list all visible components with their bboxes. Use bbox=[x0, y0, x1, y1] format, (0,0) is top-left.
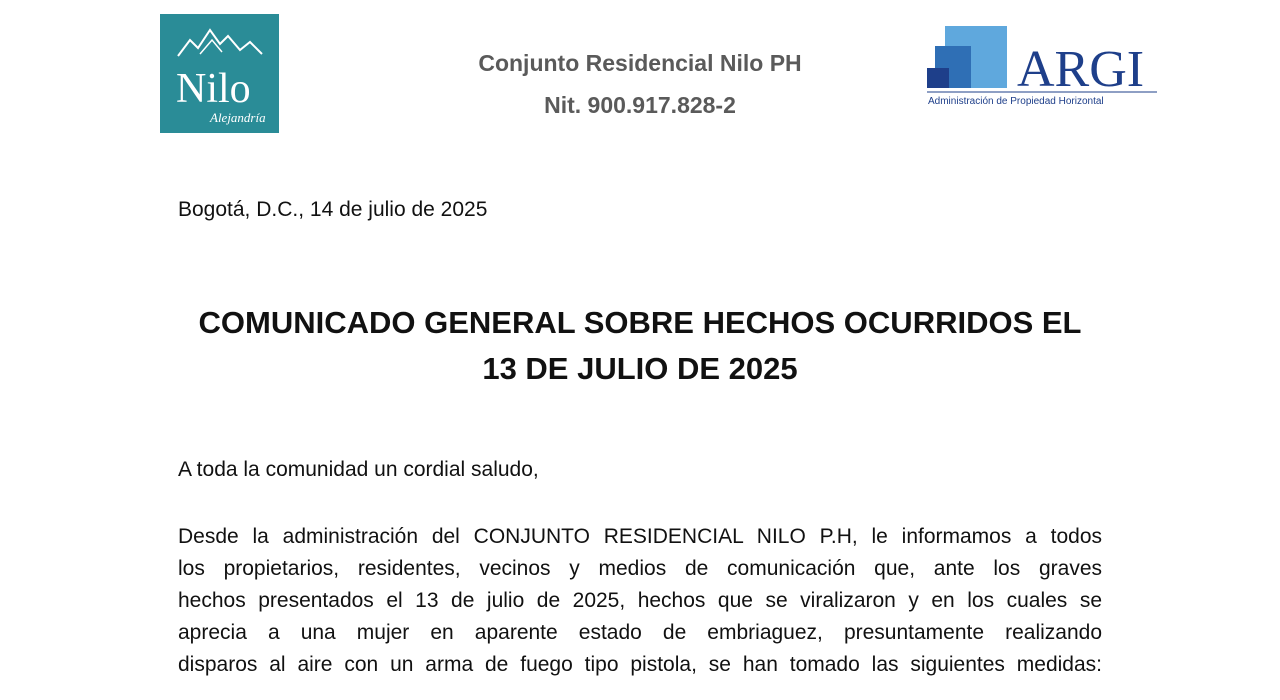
document-title bbox=[140, 300, 1140, 392]
argi-logo-graphic bbox=[925, 24, 1160, 108]
organization-nit: Nit. 900.917.828-2 bbox=[544, 92, 736, 118]
body-paragraph bbox=[178, 521, 1102, 681]
nilo-logo-subtext: Alejandría bbox=[210, 110, 266, 125]
argi-logo bbox=[925, 24, 1160, 108]
nilo-logo bbox=[160, 14, 279, 133]
nilo-logo-graphic bbox=[160, 14, 279, 133]
document-title-line-1: COMUNICADO GENERAL SOBRE HECHOS OCURRIDOS EL bbox=[198, 305, 1082, 340]
greeting: A toda la comunidad un cordial saludo, bbox=[178, 458, 539, 481]
argi-logo-subtext: Administración de Propiedad Horizontal bbox=[928, 96, 1104, 107]
paragraph-line: los propietarios, residentes, vecinos y medios de comunicación que, ante los graves bbox=[178, 557, 1102, 580]
paragraph-line: aprecia a una mujer en aparente estado de embriaguez, presuntamente realizando bbox=[178, 621, 1102, 644]
organization-header bbox=[400, 42, 880, 126]
argi-logo-text: ARGI bbox=[1017, 41, 1145, 98]
paragraph-line: disparos al aire con un arma de fuego tipo pistola, se han tomado las siguientes medidas: bbox=[178, 653, 1102, 676]
city-date: Bogotá, D.C., 14 de julio de 2025 bbox=[178, 198, 488, 221]
paragraph-line: hechos presentados el 13 de julio de 2025, hechos que se viralizaron y en los cuales se bbox=[178, 589, 1102, 612]
document-title-line-2: 13 DE JULIO DE 2025 bbox=[482, 351, 798, 386]
paragraph-line: Desde la administración del CONJUNTO RESIDENCIAL NILO P.H, le informamos a todos bbox=[178, 525, 1102, 548]
organization-name: Conjunto Residencial Nilo PH bbox=[478, 50, 802, 76]
nilo-logo-text: Nilo bbox=[176, 66, 251, 112]
